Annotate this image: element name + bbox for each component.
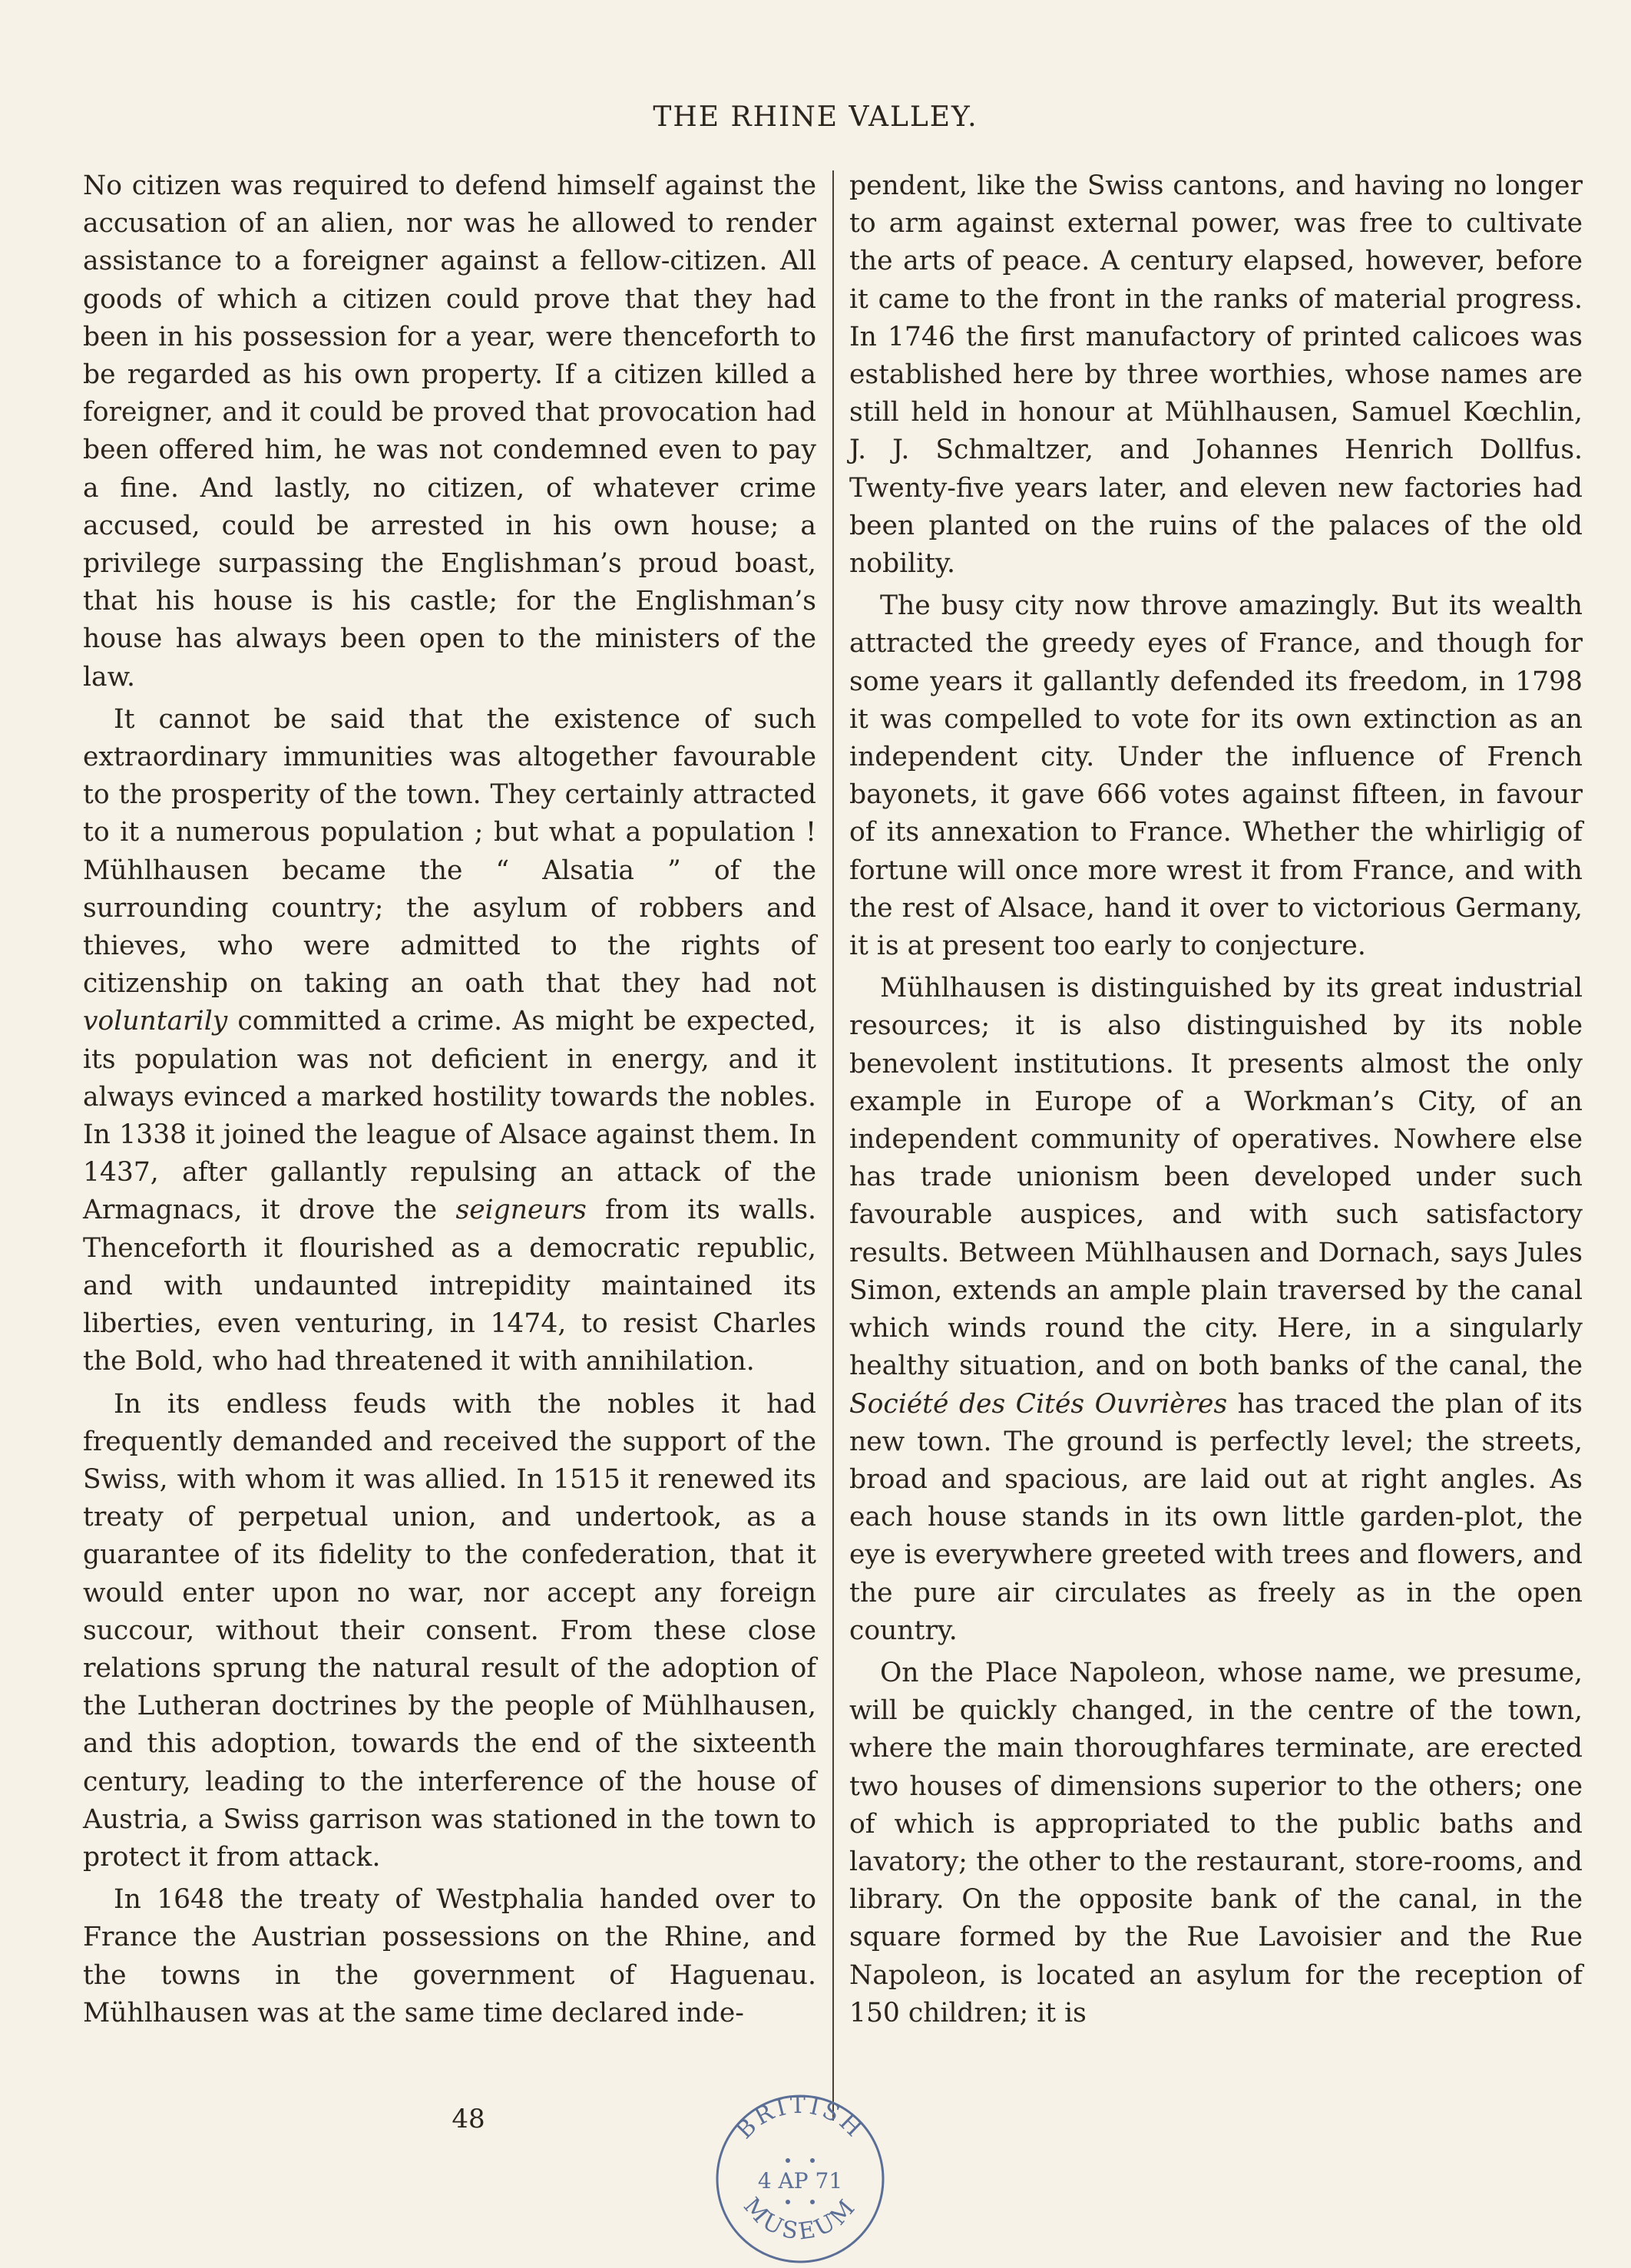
right-paragraph-3-text-a: Mühlhausen is distinguished by its great industrial resources; it is also distinguished by its noble benevolent institutions. It presents almost the only example in Europe of a Workman’s City, of an independent community of operatives. Nowhere else has trade unionism been developed under such favourable auspices, and with such satisfactory results. Between Mühlhausen and Dornach, says Jules Simon, extends an ample plain traversed by the canal which winds round the city. Here, in a singularly healthy situation, and on both banks of the canal, the <box>849 973 1583 1382</box>
left-paragraph-2-text-a: It cannot be said that the existence of such extraordinary immunities was altogether favourable to the prosperity of the town. They certainly attracted to it a numerous population ; but what a population ! Mühlhausen became the “ Alsatia ” of the surrounding country; the asylum of robbers and thieves, who were admitted to the rights of citizenship on taking an oath that they had not <box>83 703 816 1000</box>
right-column <box>849 167 1583 2032</box>
left-paragraph-2 <box>83 701 816 1381</box>
stamp-date: 4 AP 71 <box>757 2168 843 2194</box>
italic-societe-name: Société des Cités Ouvrières <box>849 1388 1228 1420</box>
right-paragraph-4: On the Place Napoleon, whose name, we presume, will be quickly changed, in the centre of the town, where the main thoroughfares terminate, are erected two houses of dimensions superior to the others; one of which is appropriated to the public baths and lavatory; the other to the restaurant, store-rooms, and library. On the opposite bank of the canal, in the square formed by the Rue Lavoisier and the Rue Napoleon, is located an asylum for the reception of 150 children; it is <box>849 1657 1583 2028</box>
left-column <box>83 167 816 2032</box>
right-paragraph-3 <box>849 970 1583 1650</box>
right-paragraph-2: The busy city now throve amazingly. But its wealth attracted the greedy eyes of France, and though for some years it gallantly defended its freedom, in 1798 it was compelled to vote for its own extinction as an independent city. Under the influence of French bayonets, it gave 666 votes against fifteen, in favour of its annexation to France. Whether the whirligig of fortune will once more wrest it from France, and with the rest of Alsace, hand it over to victorious Germany, it is at present too early to conjecture. <box>849 590 1583 962</box>
library-stamp-icon <box>711 2090 889 2268</box>
stamp-top-text: BRITISH <box>730 2091 869 2144</box>
running-header: THE RHINE VALLEY. <box>653 101 978 133</box>
italic-voluntarily: voluntarily <box>83 1006 228 1037</box>
left-paragraph-1: No citizen was required to defend himself against the accusation of an alien, nor was he allowed to render assistance to a foreigner against a fellow-citizen. All goods of which a citizen could prove that they had been in his possession for a year, were thenceforth to be regarded as his own property. If a citizen killed a foreigner, and it could be proved that provocation had been offered him, he was not condemned even to pay a fine. And lastly, no citizen, of whatever crime accused, could be arrested in his own house; a privilege surpassing the Englishman’s proud boast, that his house is his castle; for the Englishman’s house has always been open to the ministers of the law. <box>83 170 816 693</box>
left-paragraph-3: In its endless feuds with the nobles it had frequently demanded and received the support of the Swiss, with whom it was allied. In 1515 it renewed its treaty of perpetual union, and undertook, as a guarantee of its fidelity to the confederation, that it would enter upon no war, nor accept any foreign succour, without their consent. From these close relations sprung the natural result of the adoption of the Lutheran doctrines by the people of Mühlhausen, and this adoption, towards the end of the sixteenth century, leading to the interference of the house of Austria, a Swiss garrison was stationed in the town to protect it from attack. <box>83 1388 816 1873</box>
italic-seigneurs: seigneurs <box>455 1195 587 1226</box>
right-paragraph-3-text-b: has traced the plan of its new town. The ground is perfectly level; the streets, broad and spacious, are laid out at right angles. As each house stands in its own little garden-plot, the eye is everywhere greeted with trees and flowers, and the pure air circulates as freely as in the open country. <box>849 1388 1583 1646</box>
right-paragraph-1: pendent, like the Swiss cantons, and having no longer to arm against external power, was free to cultivate the arts of peace. A century elapsed, however, before it came to the front in the ranks of material progress. In 1746 the first manufactory of printed calicoes was established here by three worthies, whose names are still held in honour at Mühlhausen, Samuel Kœchlin, J. J. Schmaltzer, and Johannes Henrich Dollfus. Twenty-five years later, and eleven new factories had been planted on the ruins of the palaces of the old nobility. <box>849 170 1583 580</box>
page-number: 48 <box>452 2104 485 2134</box>
left-paragraph-2-text-c: from its walls. Thenceforth it flourished as a democratic republic, and with undaunted intrepidity maintained its liberties, even venturing, in 1474, to resist Charles the Bold, who had threatened it with annihilation. <box>83 1195 816 1377</box>
column-rule <box>832 170 834 2121</box>
stamp-bottom-text: MUSEUM <box>738 2192 862 2246</box>
left-paragraph-4: In 1648 the treaty of Westphalia handed over to France the Austrian possessions on the Rhine, and the towns in the government of Haguenau. Mühlhausen was at the same time declared inde- <box>83 1884 816 2028</box>
left-paragraph-2-text-b: committed a crime. As might be expected, its population was not deficient in energy, and it always evinced a marked hostility towards the nobles. In 1338 it joined the league of Alsace against them. In 1437, after gallantly repulsing an attack of the Armagnacs, it drove the <box>83 1006 816 1226</box>
